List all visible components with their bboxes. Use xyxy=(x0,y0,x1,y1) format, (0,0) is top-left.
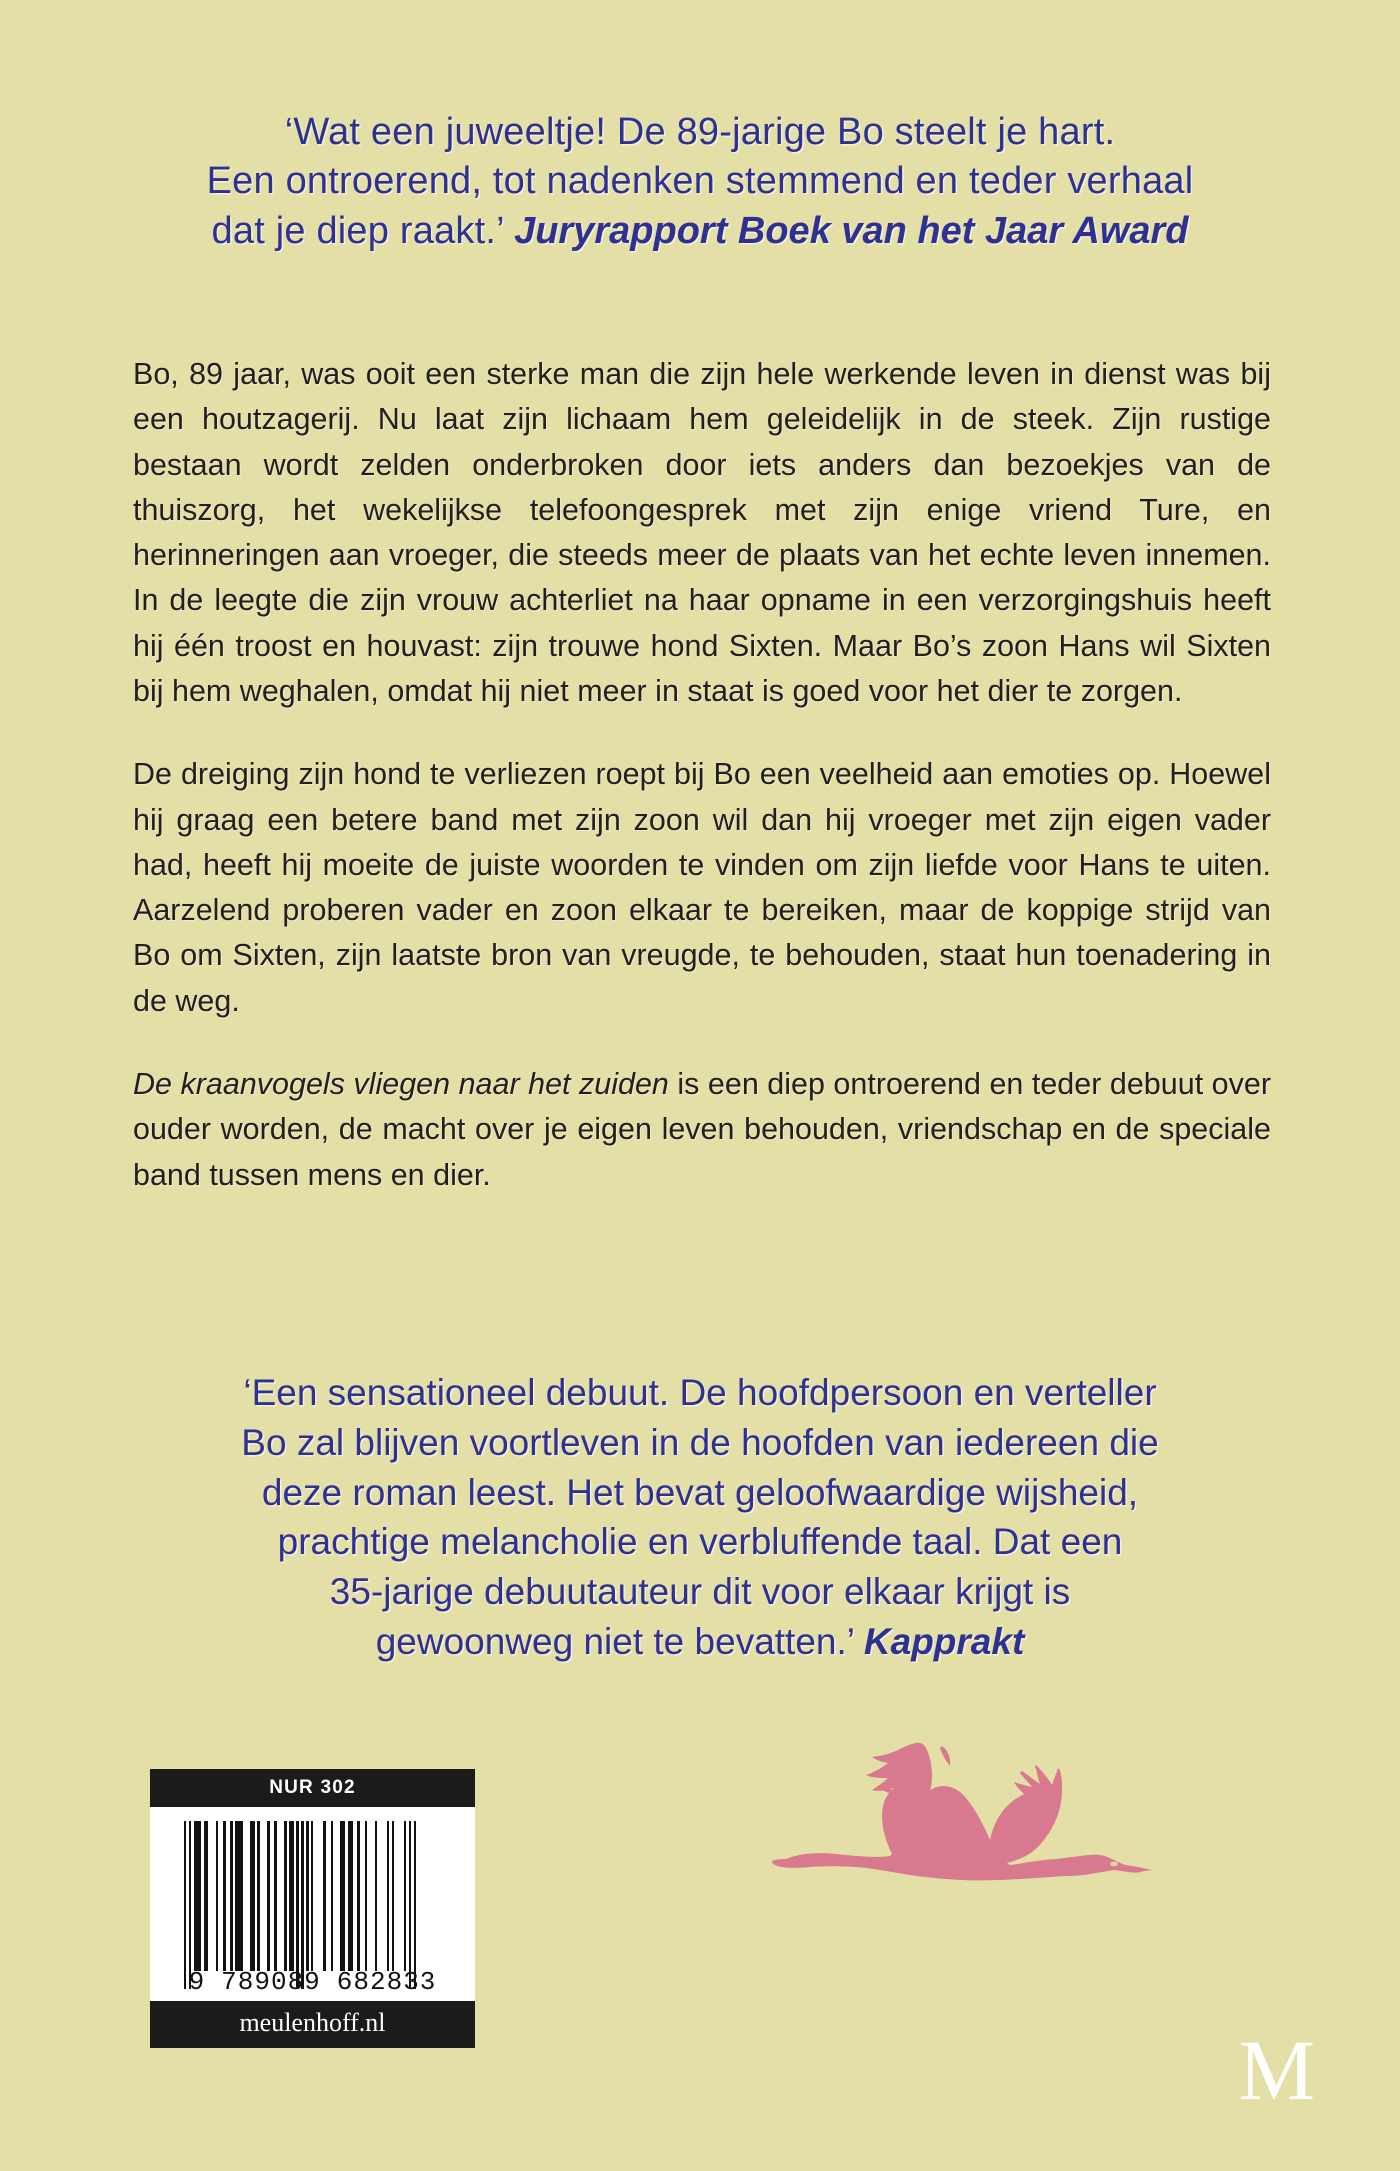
top-quote-line-3-text: dat je diep raakt.’ xyxy=(211,209,515,252)
top-quote-line-3 xyxy=(0,207,1400,256)
isbn-left-group: 789089 xyxy=(221,1967,321,1997)
nur-code-label: NUR 302 xyxy=(150,1769,475,1807)
barcode-space xyxy=(367,1821,374,1971)
isbn-digits xyxy=(150,1967,475,1997)
description-paragraph-3-rest: is een diep ontroerend en teder debuut over ouder worden, de macht over je eigen leven behouden, vriendschap en de speciale band tussen mens en dier. xyxy=(133,1066,1271,1192)
isbn-first-digit: 9 xyxy=(188,1967,206,1997)
bottom-quote-line-4: prachtige melancholie en verbluffende taal. Dat een xyxy=(277,1521,1123,1563)
barcode-bar xyxy=(194,1821,201,1971)
bottom-review-quote xyxy=(0,1368,1400,1667)
bottom-quote-line-2: Bo zal blijven voortleven in de hoofden van iedereen die xyxy=(241,1421,1159,1463)
barcode-space xyxy=(208,1821,215,1971)
barcode-bar xyxy=(235,1821,242,1971)
barcode-space xyxy=(377,1821,387,1971)
barcode-space xyxy=(333,1821,340,1971)
barcode-image xyxy=(150,1807,475,2001)
barcode-space xyxy=(394,1821,404,1971)
barcode-bar xyxy=(414,1821,416,1989)
top-quote-line-1: ‘Wat een juweeltje! De 89-jarige Bo steelt je hart. xyxy=(284,111,1116,153)
barcode-space xyxy=(313,1821,323,1971)
top-quote-line-2: Een ontroerend, tot nadenken stemmend en teder verhaal xyxy=(206,160,1194,203)
barcode-space xyxy=(260,1821,267,1971)
bottom-quote-line-5: 35-jarige debuutauteur dit voor elkaar krijgt is xyxy=(329,1571,1071,1612)
barcode-bars xyxy=(184,1821,453,1971)
book-title-italic: De kraanvogels vliegen naar het zuiden xyxy=(133,1066,669,1101)
barcode-space xyxy=(243,1821,250,1971)
bottom-quote-line-1: ‘Een sensationeel debuut. De hoofdpersoon en verteller xyxy=(243,1372,1157,1413)
isbn-right-group: 682833 xyxy=(336,1967,437,1997)
barcode-space xyxy=(277,1821,284,1971)
description-paragraph-1: Bo, 89 jaar, was ooit een sterke man die zijn hele werkende leven in dienst was bij een houtzagerij. Nu laat zijn lichaam hem geleidelijk in de steek. Zijn rustige bestaan wordt zelden onderbroken door iets anders dan bezoekjes van de thuiszorg, het wekelijkse telefoongesprek met zijn enige vriend Ture, en herinneringen aan vroeger, die steeds meer de plaats van het echte leven innemen. In de leegte die zijn vrouw achterliet na haar opname in een verzorgingshuis heeft hij één troost en houvast: zijn trouwe hond Sixten. Maar Bo’s zoon Hans wil Sixten bij hem weghalen, omdat hij niet meer in staat is goed voor het dier te zorgen. xyxy=(133,357,1271,708)
book-description xyxy=(133,352,1271,1198)
description-paragraph-2: De dreiging zijn hond te verliezen roept bij Bo een veelheid aan emoties op. Hoewel hij graag een betere band met zijn zoon wil dan hij vroeger met zijn eigen vader had, heeft hij moeite de juiste woorden te vinden om zijn liefde voor Hans te uiten. Aarzelend proberen vader en zoon elkaar te bereiken, maar de koppige strijd van Bo om Sixten, zijn laatste bron van vreugde, te behouden, staat hun toenadering in de weg. xyxy=(133,757,1271,1018)
flying-crane-icon xyxy=(690,1740,1160,1960)
top-quote-source: Juryrapport Boek van het Jaar Award xyxy=(514,209,1189,252)
description-paragraph-3 xyxy=(133,1062,1271,1198)
bottom-quote-line-6 xyxy=(0,1617,1400,1667)
bottom-quote-line-6-text: gewoonweg niet te bevatten.’ xyxy=(375,1620,864,1662)
meulenhoff-m-logo: M xyxy=(1238,2022,1314,2118)
bottom-quote-source: Kapprakt xyxy=(863,1620,1025,1662)
barcode-block xyxy=(150,1769,475,2048)
bottom-quote-line-3: deze roman leest. Het bevat geloofwaardige wijsheid, xyxy=(261,1471,1139,1513)
top-review-quote xyxy=(0,108,1400,256)
publisher-website: meulenhoff.nl xyxy=(150,2001,475,2048)
